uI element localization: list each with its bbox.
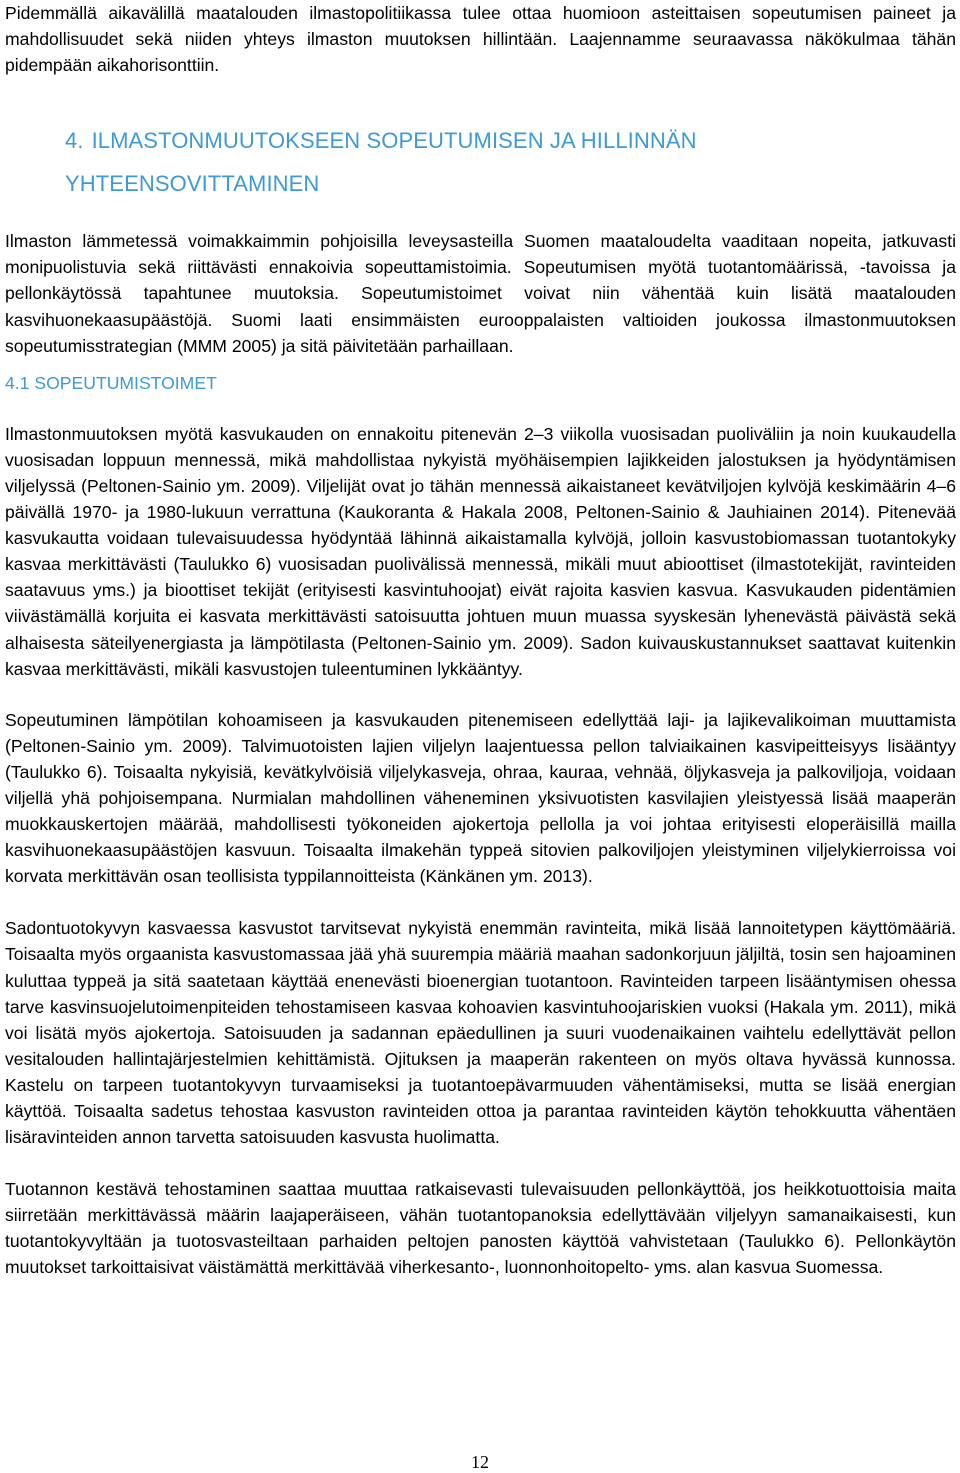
page-number: 12	[471, 1452, 489, 1472]
document-page	[5, 0, 956, 1281]
intro-paragraph: Pidemmällä aikavälillä maatalouden ilmastopolitiikassa tulee ottaa huomioon asteittaisen sopeutumisen paineet ja mahdollisuudet sekä niiden yhteys ilmaston muutoksen hillintään. Laajennamme seuraavassa näkökulmaa tähän pidempään aikahorisonttiin.	[5, 3, 956, 76]
body-paragraph-3: Sadontuotokyvyn kasvaessa kasvustot tarvitsevat nykyistä enemmän ravinteita, mikä lisää lannoitetypen käyttömääriä. Toisaalta myös orgaanista kasvustomassaa jää yhä suurempia määriä maahan sadonkorjuun jäljiltä, tosin sen hajoaminen kuluttaa typpeä ja sitä saatetaan käyttää enenevästi bioenergian tuotantoon. Ravinteiden tarpeen lisääntymisen ohessa tarve kasvinsuojelutoimenpiteiden tehostamiseen kasvaa kohoavien kasvintuhoojariskien vuoksi (Hakala ym. 2011), mikä voi lisätä myös ajokertoja. Satoisuuden ja sadannan epäedullinen ja suuri vuodenaikainen vaihtelu edellyttävät pellon vesitalouden hallintajärjestelmien kehittämistä. Ojituksen ja maaperän rakenteen on myös oltava hyvässä kunnossa. Kastelu on tarpeen tuotantokyvyn turvaamiseksi ja tuotantoepävarmuuden vähentämiseksi, mutta se lisää energian käyttöä. Toisaalta sadetus tehostaa kasvuston ravinteiden ottoa ja parantaa ravinteiden käytön tehokkuutta vähentäen lisäravinteiden annon tarvetta satoisuuden kasvusta huolimatta.	[5, 918, 956, 1148]
body-paragraph-2: Sopeutuminen lämpötilan kohoamiseen ja kasvukauden pitenemiseen edellyttää laji- ja lajikevalikoiman muuttamista (Peltonen-Sainio ym. 2009). Talvimuotoisten lajien viljelyn laajentuessa pellon talviaikainen kasvipeitteisyys lisääntyy (Taulukko 6). Toisaalta nykyisiä, kevätkylvöisiä viljelykasveja, ohraa, kauraa, vehnää, öljykasveja ja palkoviljoja, voidaan viljellä yhä pohjoisempana. Nurmialan mahdollinen väheneminen yksivuotisten kasvilajien yleistyessä lisää maaperän muokkauskertojen määrää, mahdollisesti työkoneiden ajokertoja pellolla ja voi johtaa erityisesti eloperäisillä mailla kasvihuonekaasupäästöjen kasvuun. Toisaalta ilmakehän typpeä sitovien palkoviljojen yleistyminen viljelykierroissa voi korvata merkittävän osan teollisista typpilannoitteista (Känkänen ym. 2013).	[5, 709, 956, 887]
body-paragraph-4: Tuotannon kestävä tehostaminen saattaa muuttaa ratkaisevasti tulevaisuuden pellonkäyttöä, jos heikkotuottoisia maita siirretään merkittävässä määrin laajaperäiseen, vähän tuotantopanoksia edellyttävään viljelyyn samanaikaisesti, kun tuotantokyvyltään ja tuotosvasteiltaan parhaiden peltojen panosten käyttöä vahvistetaan (Taulukko 6). Pellonkäytön muutokset tarkoittaisivat väistämättä merkittävää viherkesanto-, luonnonhoitopelto- yms. alan kasvua Suomessa.	[5, 1179, 956, 1278]
section-title-line1: ILMASTONMUUTOKSEEN SOPEUTUMISEN JA HILLINNÄN	[91, 128, 697, 154]
section-number: 4.	[65, 128, 84, 154]
subsection-heading: 4.1 SOPEUTUMISTOIMET	[5, 372, 217, 393]
section-heading	[5, 119, 956, 205]
body-paragraph-1: Ilmastonmuutoksen myötä kasvukauden on ennakoitu pitenevän 2–3 viikolla vuosisadan puoliväliin ja noin kuukaudella vuosisadan loppuun mennessä, mikä mahdollistaa nykyistä myöhäisempien lajikkeiden jalostuksen ja hyödyntämisen viljelyssä (Peltonen-Sainio ym. 2009). Viljelijät ovat jo tähän mennessä aikaistaneet kevätviljojen kylvöjä keskimäärin 4–6 päivällä 1970- ja 1980-lukuun verrattuna (Kaukoranta & Hakala 2008, Peltonen-Sainio & Jauhiainen 2014). Pitenevää kasvukautta voidaan tulevaisuudessa hyödyntää lähinnä aikaistamalla kylvöjä, jolloin kasvustobiomassan tuotantokyky kasvaa merkittävästi (Taulukko 6) vuosisadan puolivälissä mennessä, mikäli muut abioottiset (ilmastotekijät, ravinteiden saatavuus yms.) ja bioottiset tekijät (erityisesti kasvintuhoojat) eivät rajoita kasvien kasvua. Kasvukauden pidentämien viivästämällä korjuita ei kasvata merkittävästi satoisuutta johtuen muun muassa syyskesän lyhenevästä päivästä sekä alhaisesta säteilyenergiasta ja lämpötilasta (Peltonen-Sainio ym. 2009). Sadon kuivauskustannukset saattavat kuitenkin kasvaa merkittävästi, mikäli kasvustojen tuleentuminen lykkääntyy.	[5, 423, 956, 679]
section-title-line2: YHTEENSOVITTAMINEN	[65, 171, 320, 197]
section-paragraph: Ilmaston lämmetessä voimakkaimmin pohjoisilla leveysasteilla Suomen maataloudelta vaaditaan nopeita, jatkuvasti monipuolistuvia sekä riittävästi ennakoivia sopeuttamistoimia. Sopeutumisen myötä tuotantomäärissä, -tavoissa ja pellonkäytössä tapahtunee muutoksia. Sopeutumistoimet voivat niin vähentää kuin lisätä maatalouden kasvihuonekaasupäästöjä. Suomi laati ensimmäisten eurooppalaisten valtioiden joukossa ilmastonmuutoksen sopeutumisstrategian (MMM 2005) ja sitä päivitetään parhaillaan.	[5, 231, 956, 356]
